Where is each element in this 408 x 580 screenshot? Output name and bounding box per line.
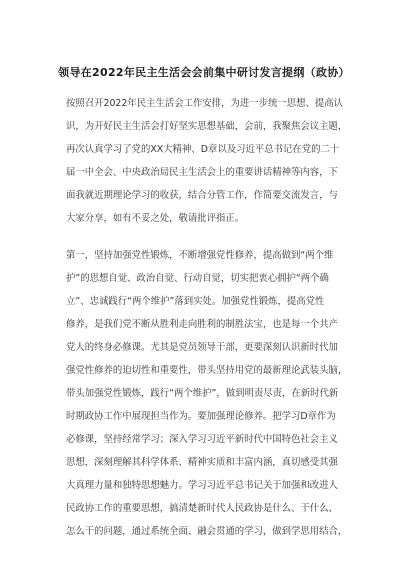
text-line: 党人的终身必修课。尤其是党员领导干部，更要深刻认识新时代加 — [66, 342, 338, 353]
text-line: 民政协工作的重要思想，搞清楚新时代人民政协是什么、干什么、 — [66, 503, 338, 514]
text-line: 第一，坚持加强党性锻炼，不断增强党性修养，提高做到“两个维 — [66, 250, 334, 261]
text-line: 届一中全会、中央政治局民主生活会上的重要讲话精神等内容，下 — [66, 167, 338, 178]
text-line: 按照召开2022年民主生活会工作安排，为进一步统一思想、提高认 — [66, 98, 343, 109]
text-line: 立”、忠诚践行“两个维护”落到实处。加强党性锻炼，提高党性 — [66, 296, 325, 307]
text-line: 大真理力量和独特思想魅力。学习习近平总书记关于加强和改进人 — [66, 480, 338, 491]
text-line: 带头加强党性锻炼，践行“两个维护”，做到明责尽责，在新时代新 — [66, 388, 339, 399]
text-line: 怎么干的问题，通过系统全面、融会贯通的学习，做到学思用结合， — [66, 526, 348, 537]
text-line: 再次认真学习了党的XX大精神、D章以及习近平总书记在党的二十 — [66, 144, 340, 155]
text-line: 思想，深刻理解其科学体系、精神实质和丰富内涵，真切感受其强 — [66, 457, 338, 468]
text-line: 护”的思想自觉、政治自觉、行动自觉，切实把衷心拥护“两个确 — [66, 273, 329, 284]
text-line: 强党性修养的迫切性和重要性，带头坚持用党的最新理论武装头脑， — [66, 365, 348, 376]
text-line: 识，为开好民主生活会打好坚实思想基础，会前，我聚焦会议主题， — [66, 121, 348, 132]
text-line: 面我就近期理论学习的收获，结合分管工作，作简要交流发言，与 — [66, 190, 338, 201]
paragraph-first-point — [66, 244, 356, 543]
document-title: 领导在2022年民主生活会会前集中研讨发言提纲（政协） — [58, 66, 350, 79]
text-line: 必修课，坚持经常学习；深入学习习近平新时代中国特色社会主义 — [66, 434, 338, 445]
paragraph-intro — [66, 92, 356, 230]
text-line: 大家分享，如有不妥之处，敬请批评指正。 — [66, 213, 245, 224]
text-line: 时期政协工作中展现担当作为。要加强理论修养。把学习D章作为 — [66, 411, 336, 422]
text-line: 修养，是我们党不断从胜利走向胜利的制胜法宝，也是每一个共产 — [66, 319, 338, 330]
